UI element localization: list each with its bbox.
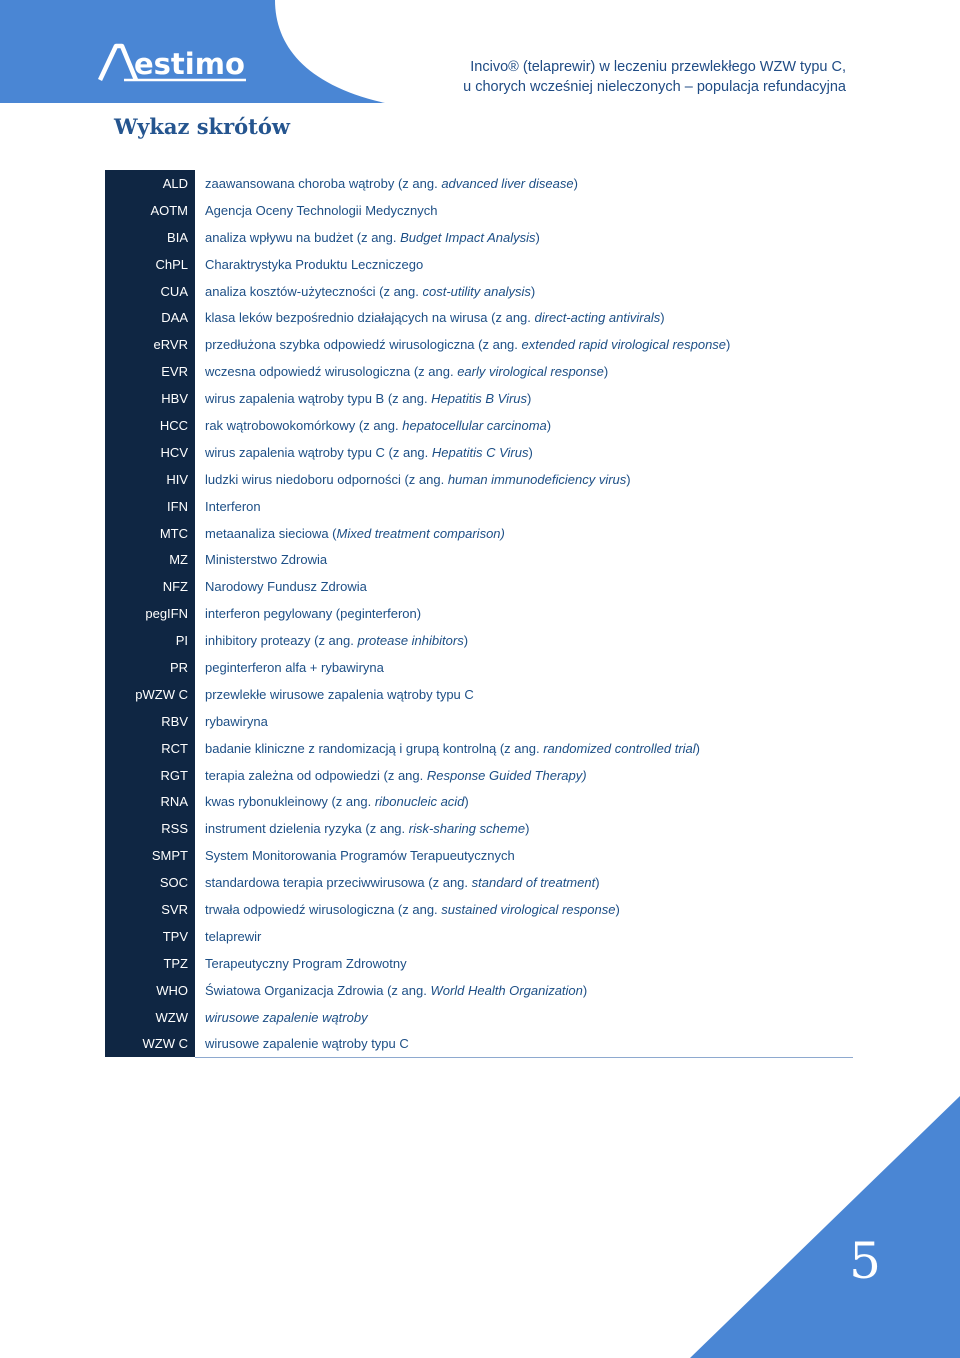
abbreviation-cell: AOTM [105,197,195,224]
definition-text: System Monitorowania Programów Terapueutycznych [205,848,515,864]
definition-english-term: Budget Impact Analysis [400,229,536,245]
abbreviation-cell: RNA [105,788,195,815]
definition-text: ) [573,175,578,191]
table-row [105,251,853,278]
table-row [105,224,853,251]
table-row [105,520,853,547]
abbreviation-cell: SMPT [105,842,195,869]
table-row [105,977,853,1004]
definition-text: ) [525,821,530,837]
definition-text: Charaktrystyka Produktu Leczniczego [205,256,424,272]
definition-cell [195,466,853,493]
abbreviation-cell: HIV [105,466,195,493]
document-header-title [463,57,846,97]
definition-text: standardowa terapia przeciwwirusowa (z ang. [205,875,472,891]
table-row [105,654,853,681]
definition-cell [195,762,853,789]
table-row [105,627,853,654]
definition-english-term: advanced liver disease [441,175,574,191]
table-row [105,1031,853,1058]
table-row [105,197,853,224]
definition-english-term: protease inhibitors [357,633,464,649]
definition-text: zaawansowana choroba wątroby (z ang. [205,175,442,191]
definition-english-term: early virological response [457,364,604,380]
definition-cell [195,627,853,654]
definition-text: ) [528,444,533,460]
definition-text: ) [603,364,609,380]
definition-cell [195,815,853,842]
abbreviation-cell: ChPL [105,251,195,278]
abbreviation-cell: WHO [105,977,195,1004]
table-row [105,896,853,923]
abbreviation-cell: SOC [105,869,195,896]
definition-cell [195,1004,853,1031]
abbreviation-cell: BIA [105,224,195,251]
definition-cell [195,331,853,358]
definition-text: instrument dzielenia ryzyka (z ang. [205,821,409,837]
definition-cell [195,600,853,627]
definition-text: ) [535,229,540,245]
table-row [105,708,853,735]
definition-cell [195,788,853,815]
definition-english-term: standard of treatment [471,875,596,891]
definition-cell [195,520,853,547]
table-row [105,573,853,600]
definition-english-term: sustained virological response [441,901,616,917]
table-row [105,950,853,977]
estimo-logo [98,42,258,84]
abbreviation-cell: MTC [105,520,195,547]
abbreviation-cell: HBV [105,385,195,412]
definition-cell [195,304,853,331]
definition-text: rybawiryna [205,713,268,729]
header-title-line2: u chorych wcześniej nieleczonych – populacja refundacyjna [463,79,846,95]
abbreviation-cell: PR [105,654,195,681]
definition-english-term: human immunodeficiency virus [447,471,627,487]
definition-text: ) [615,901,620,917]
definition-text: Agencja Oceny Technologii Medycznych [205,202,438,218]
definition-english-term: Hepatitis B Virus [431,391,528,407]
table-row [105,331,853,358]
definition-text: interferon pegylowany (peginterferon) [205,606,422,622]
definition-cell [195,278,853,305]
definition-text: badanie kliniczne z randomizacją i grupą kontrolną (z ang. [205,740,544,756]
abbreviation-cell: NFZ [105,573,195,600]
definition-english-term: Response Guided Therapy) [426,767,587,783]
definition-text: ) [527,391,532,407]
abbreviation-cell: WZW [105,1004,195,1031]
definition-text: przewlekłe wirusowe zapalenia wątroby typu C [205,686,474,702]
definition-cell [195,896,853,923]
table-row [105,385,853,412]
abbreviations-table-body [105,170,853,1057]
table-row [105,278,853,305]
definition-english-term: ribonucleic acid [374,794,465,810]
abbreviation-cell: RCT [105,735,195,762]
definition-text: Terapeutyczny Program Zdrowotny [205,955,407,971]
table-row [105,412,853,439]
section-title: Wykaz skrótów [114,114,290,139]
table-row [105,1004,853,1031]
definition-cell [195,412,853,439]
definition-cell [195,439,853,466]
header-title-line1: Incivo® (telaprewir) w leczeniu przewlekłego WZW typu C, [470,59,846,75]
definition-text: ) [626,471,631,487]
abbreviation-cell: HCV [105,439,195,466]
table-row [105,170,853,197]
definition-english-term: Hepatitis C Virus [431,444,529,460]
definition-cell [195,1031,853,1058]
definition-cell [195,923,853,950]
corner-decoration [690,1096,960,1358]
definition-english-term: extended rapid virological response [521,337,727,353]
table-row [105,735,853,762]
abbreviations-table [105,170,853,1058]
table-row [105,869,853,896]
definition-text: przedłużona szybka odpowiedź wirusologiczna (z ang. [205,337,522,353]
abbreviation-cell: RBV [105,708,195,735]
definition-cell [195,573,853,600]
definition-text: inhibitory proteazy (z ang. [205,633,358,649]
definition-english-term: wirusowe zapalenie wątroby [205,1009,368,1025]
abbreviation-cell: RSS [105,815,195,842]
definition-english-term: World Health Organization [430,982,583,998]
definition-text: analiza wpływu na budżet (z ang. [205,229,401,245]
definition-text: terapia zależna od odpowiedzi (z ang. [205,767,427,783]
definition-text: klasa leków bezpośrednio działających na wirusa (z ang. [205,310,535,326]
definition-text: ) [595,875,600,891]
definition-text: metaanaliza sieciowa ( [205,525,337,541]
definition-text: wirusowe zapalenie wątroby typu C [205,1036,409,1052]
definition-text: analiza kosztów-użyteczności (z ang. [205,283,423,299]
page-number: 5 [849,1232,881,1290]
definition-english-term: direct-acting antivirals [534,310,661,326]
definition-text: ) [464,794,469,810]
definition-english-term: Mixed treatment comparison) [336,525,505,541]
definition-cell [195,735,853,762]
abbreviation-cell: HCC [105,412,195,439]
definition-text: wirus zapalenia wątroby typu B (z ang. [205,391,432,407]
definition-text: trwała odpowiedź wirusologiczna (z ang. [205,901,442,917]
definition-text: ) [726,337,731,353]
definition-cell [195,681,853,708]
definition-english-term: cost-utility analysis [422,283,531,299]
abbreviation-cell: IFN [105,493,195,520]
definition-cell [195,708,853,735]
abbreviation-cell: WZW C [105,1031,195,1058]
table-row [105,466,853,493]
abbreviation-cell: PI [105,627,195,654]
definition-cell [195,950,853,977]
table-row [105,681,853,708]
abbreviation-cell: TPZ [105,950,195,977]
definition-text: ludzki wirus niedoboru odporności (z ang. [205,471,448,487]
definition-text: kwas rybonukleinowy (z ang. [205,794,375,810]
abbreviation-cell: ALD [105,170,195,197]
definition-cell [195,251,853,278]
definition-cell [195,869,853,896]
definition-text: wirus zapalenia wątroby typu C (z ang. [205,444,432,460]
definition-cell [195,546,853,573]
definition-english-term: randomized controlled trial [543,740,696,756]
definition-text: wczesna odpowiedź wirusologiczna (z ang. [205,364,458,380]
definition-text: ) [660,310,665,326]
abbreviation-cell: MZ [105,546,195,573]
definition-text: telaprewir [205,928,262,944]
definition-text: Interferon [205,498,261,514]
definition-text: ) [463,633,469,649]
logo-text: estimo [134,47,245,81]
table-row [105,762,853,789]
table-row [105,546,853,573]
definition-text: Narodowy Fundusz Zdrowia [205,579,367,595]
table-row [105,600,853,627]
definition-cell [195,197,853,224]
definition-cell [195,170,853,197]
definition-text: ) [530,283,536,299]
table-row [105,842,853,869]
definition-cell [195,842,853,869]
abbreviation-cell: SVR [105,896,195,923]
abbreviation-cell: RGT [105,762,195,789]
abbreviation-cell: TPV [105,923,195,950]
definition-cell [195,493,853,520]
definition-english-term: risk-sharing scheme [408,821,526,837]
definition-cell [195,977,853,1004]
abbreviation-cell: CUA [105,278,195,305]
abbreviation-cell: pWZW C [105,681,195,708]
definition-text: ) [695,740,701,756]
definition-text: peginterferon alfa + rybawiryna [205,659,384,675]
table-row [105,304,853,331]
definition-text: ) [546,417,552,433]
abbreviation-cell: eRVR [105,331,195,358]
definition-cell [195,358,853,385]
abbreviation-cell: DAA [105,304,195,331]
definition-text: Światowa Organizacja Zdrowia (z ang. [205,982,431,998]
definition-cell [195,224,853,251]
abbreviation-cell: EVR [105,358,195,385]
definition-text: Ministerstwo Zdrowia [205,552,328,568]
abbreviation-cell: pegIFN [105,600,195,627]
definition-cell [195,385,853,412]
table-row [105,788,853,815]
definition-english-term: hepatocellular carcinoma [402,417,547,433]
table-row [105,358,853,385]
table-row [105,439,853,466]
table-row [105,815,853,842]
definition-cell [195,654,853,681]
table-row [105,923,853,950]
definition-text: rak wątrobowokomórkowy (z ang. [205,417,403,433]
definition-text: ) [582,982,588,998]
table-row [105,493,853,520]
